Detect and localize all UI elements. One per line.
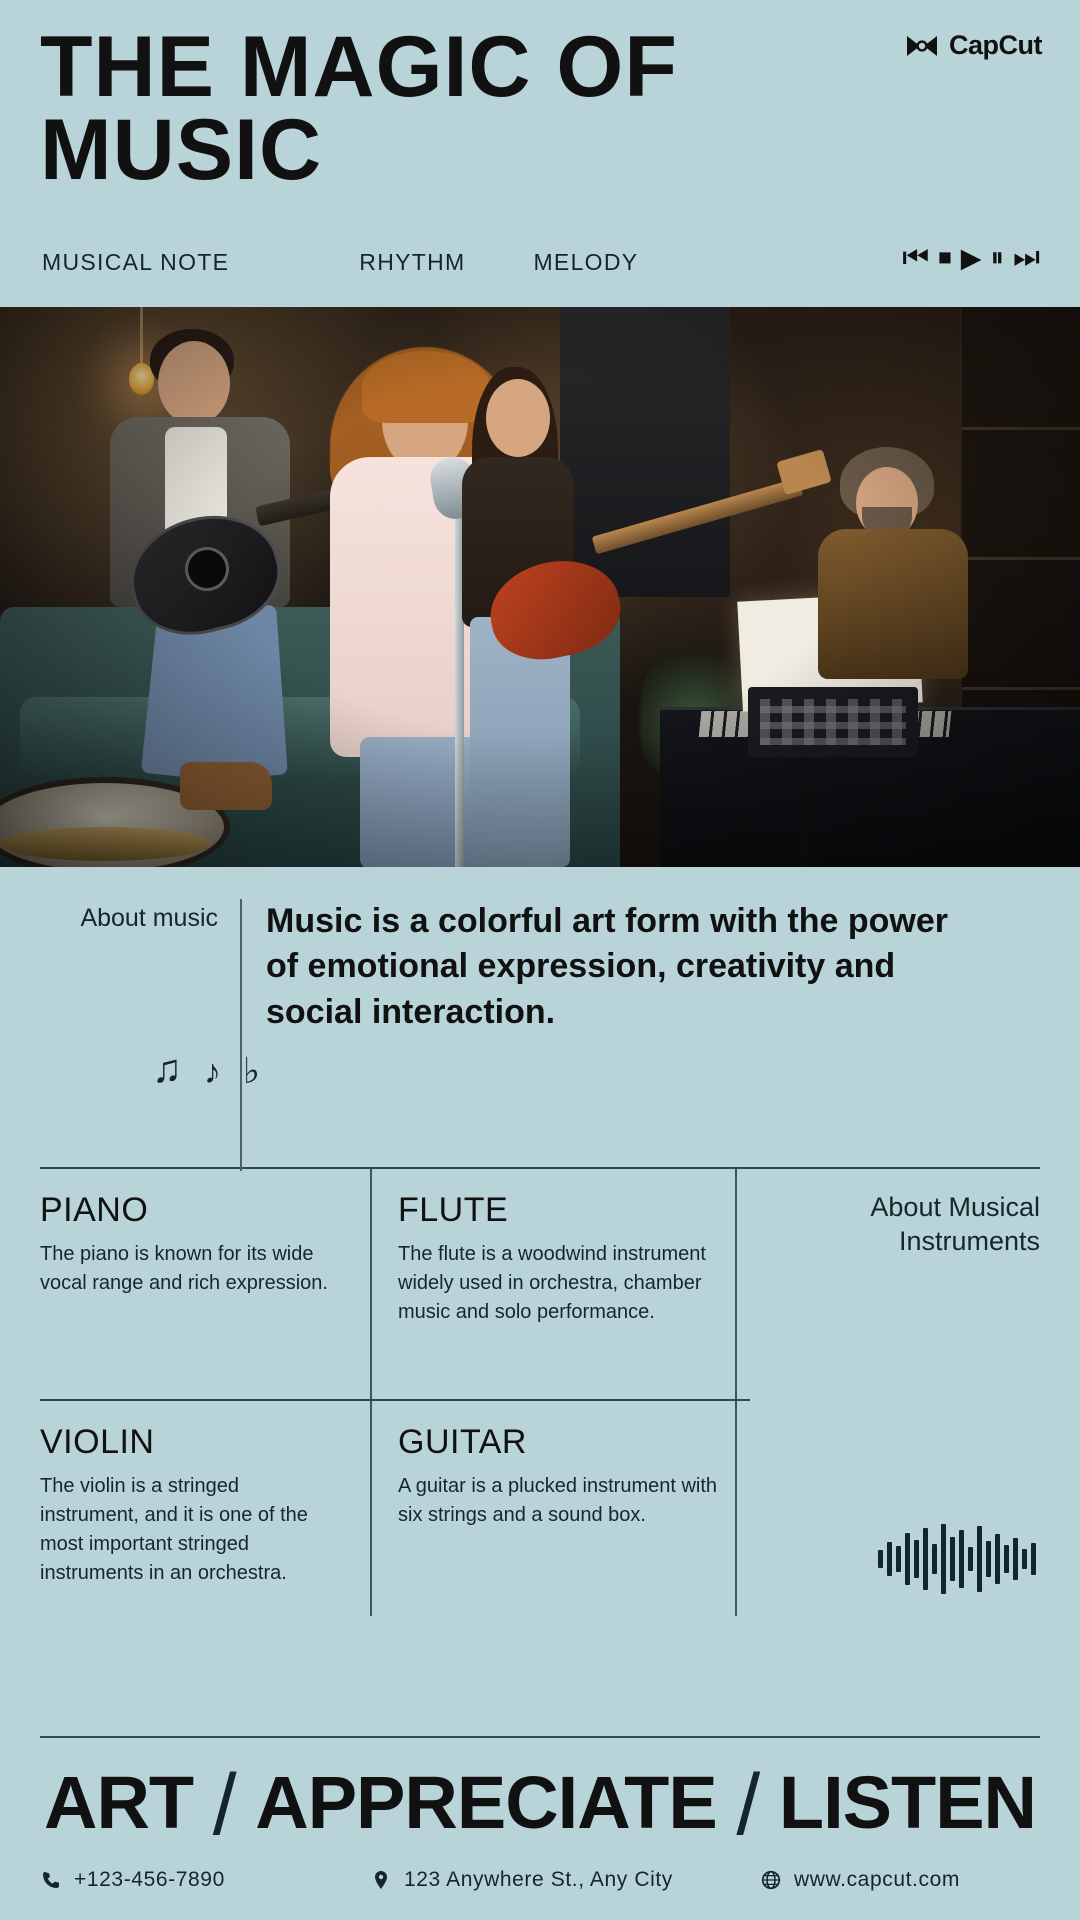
- nav-item-rhythm[interactable]: RHYTHM: [359, 248, 466, 275]
- footer-word-listen: LISTEN: [778, 1761, 1036, 1844]
- nav-item-melody[interactable]: MELODY: [533, 248, 639, 275]
- contact-website-text: www.capcut.com: [794, 1868, 960, 1891]
- waveform-bar: [923, 1528, 928, 1590]
- contact-phone-text: +123-456-7890: [74, 1868, 225, 1891]
- header: [0, 0, 1080, 285]
- footer-separator: /: [736, 1757, 760, 1853]
- instrument-card-violin: [40, 1401, 370, 1616]
- instrument-card-guitar: [370, 1401, 735, 1616]
- eighth-note-icon: ♪: [204, 1053, 221, 1092]
- footer-contacts: [40, 1868, 1040, 1892]
- contact-phone[interactable]: [40, 1868, 370, 1892]
- play-icon[interactable]: ▶: [960, 242, 982, 273]
- waveform-bar: [1031, 1543, 1036, 1575]
- stop-icon[interactable]: ⏹: [938, 242, 952, 273]
- contact-address[interactable]: [370, 1868, 760, 1892]
- instrument-name: VIOLIN: [40, 1423, 155, 1462]
- waveform-panel: [735, 1401, 1040, 1616]
- waveform-bar: [959, 1530, 964, 1588]
- instrument-description: The piano is known for its wide vocal range and rich expression.: [40, 1243, 328, 1295]
- nav: [40, 239, 1040, 285]
- waveform-bar: [905, 1533, 910, 1585]
- contact-website[interactable]: [760, 1868, 1040, 1892]
- waveform-bar: [950, 1537, 955, 1581]
- contact-address-text: 123 Anywhere St., Any City: [404, 1868, 673, 1891]
- location-pin-icon: [370, 1869, 392, 1891]
- about-text: Music is a colorful art form with the power of emotional expression, creativity and social interaction.: [266, 902, 948, 1031]
- footer: [0, 1736, 1080, 1920]
- instrument-description: A guitar is a plucked instrument with six strings and a sound box.: [398, 1475, 718, 1527]
- footer-separator: /: [212, 1757, 236, 1853]
- waveform-bar: [878, 1550, 883, 1568]
- about-label: About music: [80, 904, 218, 933]
- instrument-name: PIANO: [40, 1191, 149, 1230]
- flat-note-icon: ♭: [243, 1050, 260, 1092]
- phone-icon: [40, 1869, 62, 1891]
- instruments-row-2: [40, 1401, 1040, 1616]
- hero-image: [0, 307, 1080, 867]
- waveform-bar: [914, 1540, 919, 1578]
- globe-icon: [760, 1869, 782, 1891]
- instrument-card-piano: [40, 1169, 370, 1399]
- audio-waveform-icon: [878, 1524, 1036, 1594]
- instrument-description: The violin is a stringed instrument, and it is one of the most important stringed instruments in an orchestra.: [40, 1475, 308, 1585]
- waveform-bar: [968, 1547, 973, 1571]
- waveform-bar: [1013, 1538, 1018, 1580]
- waveform-bar: [986, 1541, 991, 1577]
- music-notes-decoration: [152, 1047, 260, 1092]
- instrument-name: GUITAR: [398, 1423, 527, 1462]
- instrument-name: FLUTE: [398, 1191, 509, 1230]
- waveform-bar: [977, 1526, 982, 1592]
- next-track-icon[interactable]: ⏭: [1013, 241, 1040, 275]
- previous-track-icon[interactable]: ⏮: [902, 241, 930, 275]
- player-controls[interactable]: [902, 241, 1040, 275]
- instrument-description: The flute is a woodwind instrument widely used in orchestra, chamber music and solo performance.: [398, 1243, 706, 1324]
- footer-keywords: [40, 1756, 1040, 1853]
- instruments-section-2: [0, 1401, 1080, 1616]
- instruments-row-1: [40, 1169, 1040, 1399]
- beamed-note-icon: ♫: [152, 1047, 182, 1092]
- waveform-bar: [1004, 1545, 1009, 1573]
- footer-word-art: ART: [44, 1761, 194, 1844]
- brand: [905, 30, 1042, 61]
- about-section: [0, 867, 1080, 1167]
- waveform-bar: [932, 1544, 937, 1574]
- waveform-bar: [896, 1546, 901, 1572]
- instrument-card-flute: [370, 1169, 735, 1399]
- nav-item-musical-note[interactable]: MUSICAL NOTE: [42, 248, 230, 275]
- capcut-logo-icon: [905, 33, 939, 59]
- instruments-aside: [735, 1169, 1040, 1399]
- pause-icon[interactable]: ⏸: [990, 242, 1004, 273]
- waveform-bar: [995, 1534, 1000, 1584]
- instruments-aside-title: About Musical Instruments: [870, 1192, 1040, 1256]
- instruments-section: [0, 1169, 1080, 1399]
- hero-scene: [0, 307, 1080, 867]
- waveform-bar: [941, 1524, 946, 1594]
- brand-name: CapCut: [949, 30, 1042, 60]
- footer-word-appreciate: APPRECIATE: [255, 1761, 717, 1844]
- page-title: THE MAGIC OF MUSIC: [40, 19, 678, 198]
- waveform-bar: [887, 1542, 892, 1576]
- divider-bottom: [40, 1736, 1040, 1738]
- waveform-bar: [1022, 1549, 1027, 1569]
